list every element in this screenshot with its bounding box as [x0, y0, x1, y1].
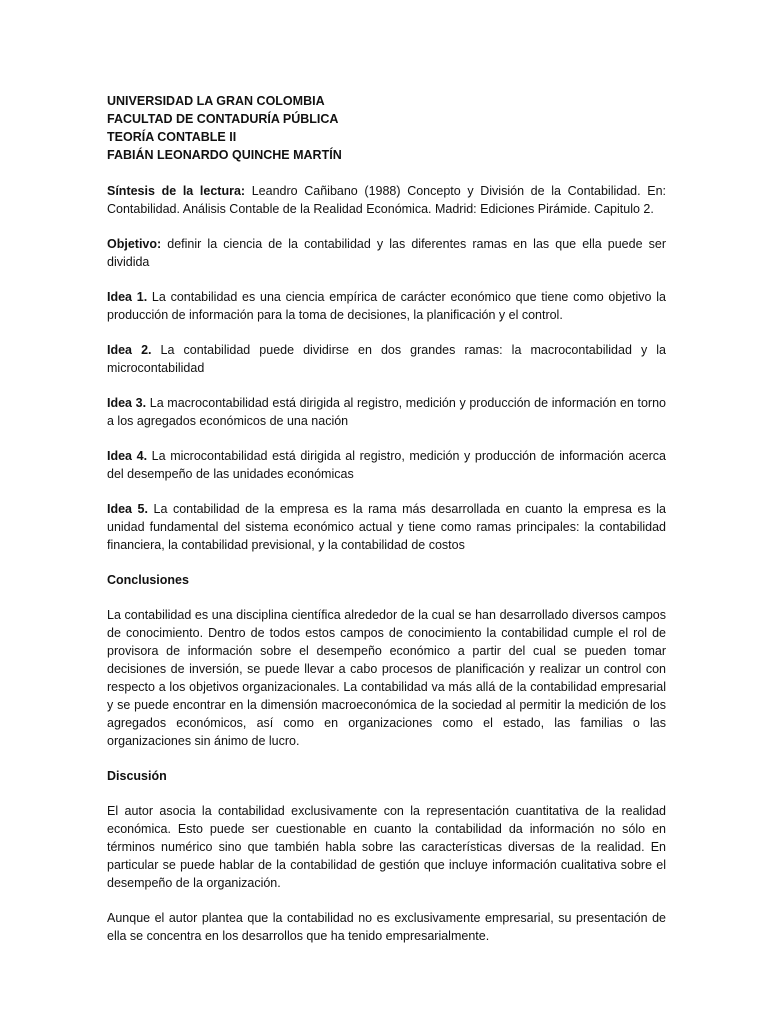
- idea-4-paragraph: [107, 447, 666, 483]
- idea-3-text: La macrocontabilidad está dirigida al registro, medición y producción de información en torno a los agregados económicos de una nación: [107, 396, 666, 428]
- course-name: TEORÍA CONTABLE II: [107, 130, 237, 144]
- idea-3-label: Idea 3.: [107, 396, 147, 410]
- synthesis-text: Leandro Cañibano (1988) Concepto y División de la Contabilidad. En: Contabilidad. Análisis Contable de la Realidad Económica. Madrid: Ediciones Pirámide. Capitulo 2.: [107, 184, 666, 216]
- objective-paragraph: [107, 235, 666, 271]
- document-header: [107, 92, 666, 164]
- idea-2-paragraph: [107, 341, 666, 377]
- discussion-paragraph-2: Aunque el autor plantea que la contabilidad no es exclusivamente empresarial, su presentación de ella se concentra en los desarrollos que ha tenido empresarialmente.: [107, 911, 666, 943]
- idea-2-label: Idea 2.: [107, 343, 152, 357]
- faculty-name: FACULTAD DE CONTADURÍA PÚBLICA: [107, 112, 339, 126]
- idea-4-text: La microcontabilidad está dirigida al registro, medición y producción de información acerca del desempeño de las unidades económicas: [107, 449, 666, 481]
- idea-5-label: Idea 5.: [107, 502, 148, 516]
- idea-5-paragraph: [107, 500, 666, 554]
- author-name: FABIÁN LEONARDO QUINCHE MARTÍN: [107, 148, 342, 162]
- university-name: UNIVERSIDAD LA GRAN COLOMBIA: [107, 94, 325, 108]
- objective-text: definir la ciencia de la contabilidad y las diferentes ramas en las que ella puede ser dividida: [107, 237, 666, 269]
- idea-4-label: Idea 4.: [107, 449, 148, 463]
- objective-label: Objetivo:: [107, 237, 162, 251]
- idea-1-text: La contabilidad es una ciencia empírica de carácter económico que tiene como objetivo la producción de información para la toma de decisiones, la planificación y el control.: [107, 290, 666, 322]
- conclusions-heading: Conclusiones: [107, 573, 189, 587]
- conclusions-paragraph: La contabilidad es una disciplina científica alrededor de la cual se han desarrollado diversos campos de conocimiento. Dentro de todos estos campos de conocimiento la contabilidad cumple el rol de provisora de información sobre el desempeño económico a partir del cual se pueden tomar decisiones de inversión, se puede llevar a cabo procesos de planificación y realizar un control con respecto a los objetivos organizacionales. La contabilidad va más allá de la contabilidad empresarial y se puede encontrar en la dimensión macroeconómica de la sociedad al permitir la medición de los agregados económicos, así como en organizaciones como el estado, las familias o las organizaciones sin ánimo de lucro.: [107, 608, 666, 748]
- synthesis-label: Síntesis de la lectura:: [107, 184, 246, 198]
- idea-5-text: La contabilidad de la empresa es la rama más desarrollada en cuanto la empresa es la unidad fundamental del sistema económico actual y tiene como ramas principales: la contabilidad financiera, la contabilidad previsional, y la contabilidad de costos: [107, 502, 666, 552]
- discussion-paragraph-1: El autor asocia la contabilidad exclusivamente con la representación cuantitativa de la realidad económica. Esto puede ser cuestionable en cuanto la contabilidad da información no sólo en términos numérico sino que también habla sobre las características diversas de la realidad. En particular se puede hablar de la contabilidad de gestión que incluye información cualitativa sobre el desempeño de la organización.: [107, 804, 666, 890]
- idea-2-text: La contabilidad puede dividirse en dos grandes ramas: la macrocontabilidad y la microcontabilidad: [107, 343, 666, 375]
- idea-1-label: Idea 1.: [107, 290, 148, 304]
- discussion-heading: Discusión: [107, 769, 167, 783]
- synthesis-paragraph: [107, 182, 666, 218]
- idea-1-paragraph: [107, 288, 666, 324]
- idea-3-paragraph: [107, 394, 666, 430]
